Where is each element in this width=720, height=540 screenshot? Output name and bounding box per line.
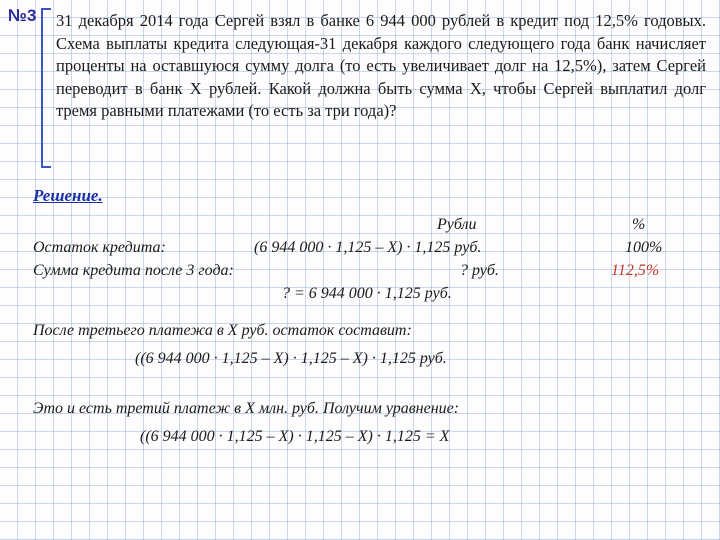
question-number: №3 [8,6,37,25]
conclusion-label: Это и есть третий платеж в X млн. руб. Получим уравнение: [33,400,460,417]
table-row-value-remaining-credit: (6 944 000 · 1,125 – X) · 1,125 руб. [254,239,482,256]
final-equation: ((6 944 000 · 1,125 – X) · 1,125 – X) · 1,125 = X [140,428,450,445]
after-third-payment-label: После третьего платежа в X руб. остаток составит: [33,322,412,339]
after-third-payment-value: ((6 944 000 · 1,125 – X) · 1,125 – X) · 1,125 руб. [135,350,447,367]
equation-unknown-value: ? = 6 944 000 · 1,125 руб. [282,285,452,302]
table-row-value-credit-after-3-years: ? руб. [460,262,499,279]
solution-heading-dot: . [98,186,103,205]
problem-bracket [41,8,51,168]
problem-statement: 31 декабря 2014 года Сергей взял в банке 6 944 000 рублей в кредит под 12,5% годовых. Схема выплаты кредита следующая-31 декабря каждого следующего года банк начисляет проценты на оставшуюся сумму долга (то есть увеличивает долг на 12,5%), затем Сергей переводит в банк X рублей. Какой должна быть сумма X, чтобы Сергей выплатил долг тремя равными платежами (то есть за три года)? [56,11,706,120]
table-row-percent-remaining-credit: 100% [625,239,663,256]
solution-heading-text: Решение [33,186,99,205]
table-header-rubles: Рубли [437,216,477,233]
table-row-percent-credit-after-3-years: 112,5% [611,262,660,279]
table-row-label-credit-after-3-years: Сумма кредита после 3 года: [33,262,234,279]
table-row-label-remaining-credit: Остаток кредита: [33,239,166,256]
table-header-percent: % [632,216,646,233]
solution-heading [33,186,103,206]
